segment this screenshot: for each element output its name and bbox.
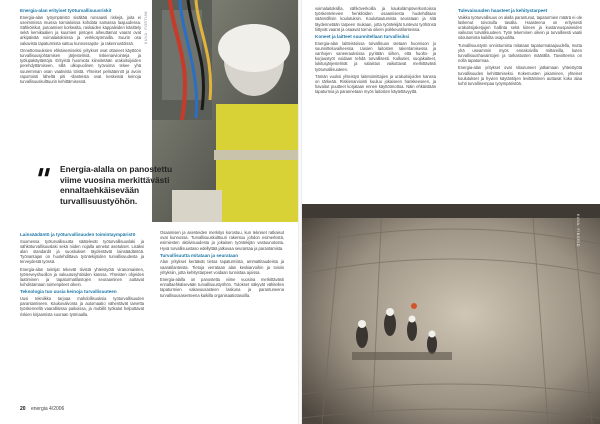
section-heading: Energia-alan erityiset työturvallisuusriskit (20, 8, 112, 13)
photo-credit-top: KUVA: FORTUM (144, 11, 148, 44)
pull-quote: Energia-alalla on panostettu viime vuosina merkittävästi ennaltaehkäisevään turvallisuustyöhön. (60, 164, 173, 206)
text-column-top-left (20, 6, 141, 158)
section-heading: Teknologia tuo uusia keinoja turvallisuuteen (20, 289, 117, 295)
paragraph: Vaikka työturvallisuus on alalla parantunut, tapaturmien määrä ei ole laskenut toivotulla tavalla. Haasteena on erityisesti urakoitsijaketjujen hallinta sekä kiireen ja kustannuspaineiden vaikutus turvallisuuteen. Työn tekeminen oikein ja turvallisesti vaatii sitoutumista kaikilta osapuolilta. (458, 14, 582, 41)
magazine-name: energia (30, 406, 48, 412)
section-heading: Tulevaisuuden haasteet ja kehitystarpeet (458, 8, 548, 13)
paragraph: Osaamisen ja asenteiden merkitys korostuu, kun tekniset ratkaisut ovat kunnossa. Turvallisuuskulttuuri rakentuu johdon esimerkistä, esimiesten aktiivisuudesta ja jokaisen työntekijän vastuunotosta. Hyvä turvallisuustaso edellyttää jatkuvaa seurantaa ja parantamista. (160, 230, 284, 251)
paragraph: Suomessa työturvallisuutta säätelevät työturvallisuuslaki ja sähköturvallisuuslaki sekä niiden nojalla annetut asetukset. Lisäksi alan standardit ja suositukset täydentävät lainsäädäntöä. Työnantajan on huolehdittava työntekijöiden turvallisuudesta ja terveydestä työssä. (20, 238, 144, 265)
text-column-top-mid (315, 6, 436, 210)
text-column-top-right (458, 6, 582, 210)
paragraph: Energia-alan yritykset ovat sitoutuneet jatkamaan yhteistyötä turvallisuuden kehittämiseksi. Kokemusten jakaminen, yhteiset koulutukset ja hyvien käytäntöjen levittäminen auttavat koko alaa kohti turvallisempaa työympäristöä. (458, 65, 582, 87)
paragraph: Uusi tekniikka tarjoaa mahdollisuuksia työturvallisuuden parantamiseen. Kaukovalvonta ja automaatio vähentävät tarvetta työskennellä vaarallisissa paikoissa, ja mobiilit työkalut helpottavat riskien kirjaamista suoraan työmaalla. (20, 296, 144, 317)
section-heading: Lainsäädäntö ja työturvallisuuden toimintaympäristö (20, 232, 136, 237)
page-footer (20, 406, 64, 412)
photo-credit-bottom: KUVA: FINGRID (576, 214, 580, 247)
section-heading: Turvallisuutta mitataan ja seurataan (160, 252, 239, 258)
paragraph: Onnettomuuksien ehkäisemiseksi yritykset ovat ottaneet käyttöön turvallisuusjohtamisen järjestelmiä, riskienarviointeja ja työlupakäytäntöjä. Erityistä huomiota kiinnitetään urakoitsijoiden perehdyttämiseen, sillä ulkopuolinen työvoima tekee yhä suuremman osan vaativista töistä. Yhteiset pelisäännöt ja avoin raportointi läheltä piti -tilanteista ovat keskeisiä keinoja turvallisuuskulttuurin kehittämisessä. (20, 47, 141, 85)
page-number: 20 (20, 406, 26, 412)
paragraph: Energia-alan laitteistoissa turvallisuus otetaan huomioon jo suunnitteluvaiheessa. Uusien laitosten rakentamisessa ja vanhojen saneerauksissa pyritään siihen, että huolto- ja korjaustyöt voidaan tehdä turvallisesti. Kulkutiet, suojakaiteet, lukitusjärjestelmät ja valaistus vaikuttavat merkittävästi työturvallisuuteen. (315, 40, 436, 72)
photo-workers-in-tank-illustration (302, 204, 600, 424)
paragraph: Alan yritykset keräävät tietoa tapaturmista, ammattitaudeista ja vaaratilanteista. Tietoja verrataan alan keskiarvoihin ja toisiin yrityksiin, jotta kehitystarpeet voidaan tunnistaa ajoissa. (160, 259, 284, 275)
issue-number: 4/2006 (49, 406, 65, 412)
paragraph: Tämän vuoksi yhteistyö laitetoimittajien ja urakoitsijoiden kanssa on tärkeää. Riskienarviointi kuuluu jokaiseen hankkeeseen, ja havaitut puutteet korjataan ennen käyttöönottoa. Näin ehkäistään tapaturmia ja parannetaan myös laitosten käytettävyyttä. (315, 73, 436, 95)
section-heading: Koneet ja laitteet suunnitellaan turvallisiksi (315, 34, 410, 40)
paragraph: Turvallisuustyön onnistumista mitataan tapaturmataajuudella, mutta yhä useammin myös ennakoivilla mittareilla, kuten turvallisuushavaintojen ja tarkastusten määrällä. Tavoitteena on nolla tapaturmaa. (458, 42, 582, 64)
photo-workers-in-tank (302, 204, 600, 424)
page-gutter (298, 0, 302, 424)
paragraph: Energia-alan työympäristö sisältää runsaasti riskejä, joita ei useimmissa muissa toimialoissa kohdata samassa laajuudessa. Sähköiskut, putoamiset korkealta, raskaiden kappaleiden käsittely sekä kemikaalien ja kuumien pintojen aiheuttamat vaarat ovat arkipäivää voimalaitoksissa ja verkkotyömailla. Suurin osa vakavista tapaturmista sattuu kunnossapito- ja rakennustöissä. (20, 14, 141, 46)
text-column-bottom-left (20, 230, 144, 402)
paragraph: Energia-alan toimijat tekevät tiivistä yhteistyötä viranomaisten, työterveyshuollon ja vakuutusyhtiöiden kanssa. Yhteisten ohjeiden laatiminen ja tapaturmatilastojen seuraaminen auttavat kohdistamaan toimenpiteet oikein. (20, 266, 144, 288)
text-column-bottom-mid (160, 230, 284, 402)
quote-mark-icon: " (29, 163, 55, 198)
paragraph: voimalaitoksilla, sähköverkoilla ja kaukolämpöverkostoissa työskentelevien henkilöiden osaamisesta huolehditaan säännöllisin koulutuksin. Kouluttautumista seurataan ja sitä täydennetään tarpeen mukaan, jotta työntekijät tuntevat työhönsä liittyvät vaarat ja osaavat toimia oikein poikkeustilanteissa. (315, 6, 436, 32)
paragraph: Energia-alalla on panostettu viime vuosina merkittävästi ennaltaehkäisevään turvallisuustyöhön. Tulokset näkyvät vähitellen tapaturmien vakavuusasteen laskuna ja parantuneena turvallisuusasenteena kaikilla organisaatiotasoilla. (160, 277, 284, 298)
